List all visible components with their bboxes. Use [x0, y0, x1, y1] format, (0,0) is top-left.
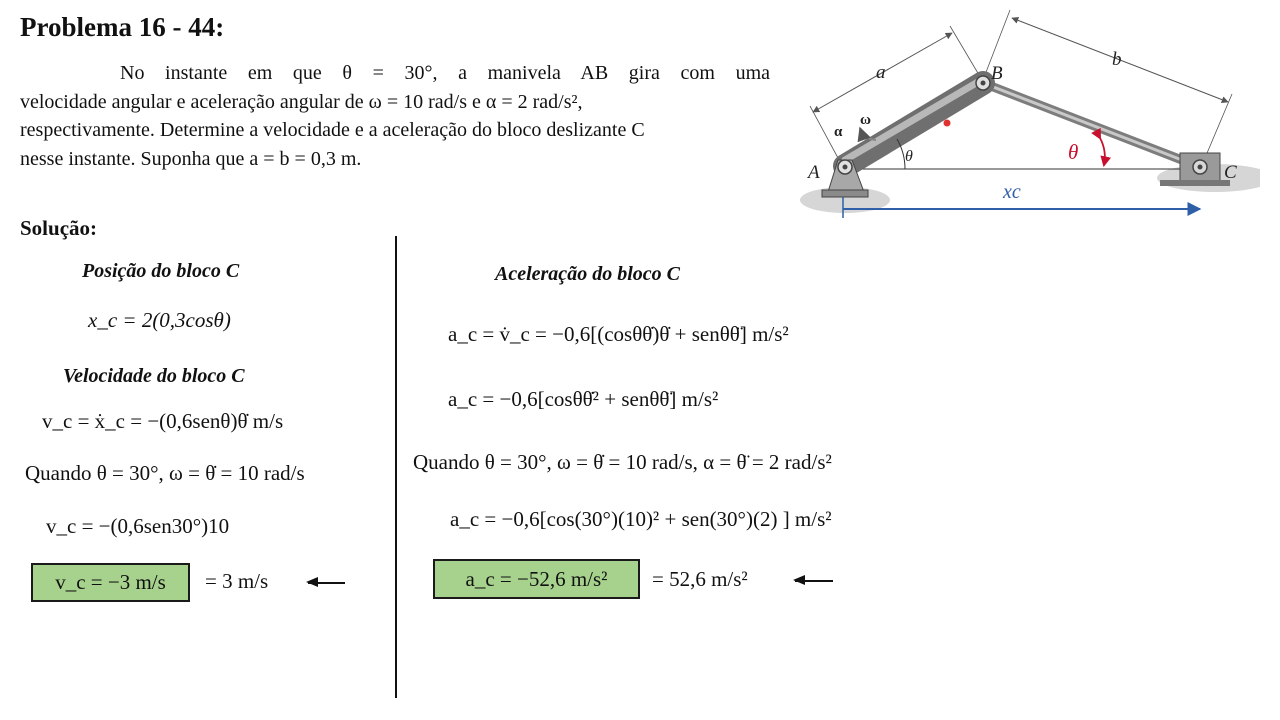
extension-line-a2 — [950, 26, 982, 80]
support-base-A — [822, 190, 868, 197]
acceleration-substitution: a_c = −0,6[cos(30°)(10)² + sen(30°)(2) ] m/s² — [450, 507, 832, 531]
acceleration-title: Aceleração do bloco C — [495, 263, 680, 285]
pointer-dot — [944, 120, 951, 127]
column-divider — [395, 236, 397, 698]
velocity-result-box: v_c = −3 m/s — [31, 563, 190, 602]
position-equation: x_c = 2(0,3cosθ) — [88, 308, 231, 332]
label-xc: xc — [1003, 181, 1021, 203]
acceleration-direction-arrow-icon — [795, 580, 833, 582]
label-omega: ω — [860, 112, 871, 128]
label-C: C — [1224, 162, 1237, 183]
acceleration-conditions: Quando θ = 30°, ω = θ̇ = 10 rad/s, α = θ̈ = 2 rad/s² — [413, 450, 832, 474]
velocity-title: Velocidade do bloco C — [63, 365, 245, 387]
acceleration-result-box: a_c = −52,6 m/s² — [433, 559, 640, 599]
velocity-substitution: v_c = −(0,6sen30°)10 — [46, 514, 230, 538]
acceleration-equation-1: a_c = v̇_c = −0,6[(cosθθ̇)θ̇ + senθθ̈] m/s² — [448, 322, 789, 346]
theta-arc-C — [1100, 138, 1105, 165]
problem-title: Problema 16 - 44: — [20, 12, 225, 42]
statement-line-4: nesse instante. Suponha que a = b = 0,3 m. — [20, 147, 362, 170]
problem-statement — [20, 59, 770, 173]
statement-line-3: respectivamente. Determine a velocidade e a aceleração do bloco deslizante C — [20, 119, 645, 141]
velocity-magnitude: = 3 m/s — [205, 569, 269, 593]
label-a: a — [876, 62, 886, 83]
label-B: B — [991, 63, 1003, 84]
link-BC-highlight — [983, 83, 1200, 167]
slider-guide — [1160, 180, 1230, 186]
statement-line-1: No instante em que θ = 30°, a manivela AB gira com uma — [120, 62, 770, 84]
position-title: Posição do bloco C — [82, 260, 240, 282]
label-A: A — [808, 162, 820, 183]
velocity-direction-arrow-icon — [308, 582, 345, 584]
pin-A-center — [843, 165, 848, 170]
statement-line-2: velocidade angular e aceleração angular de ω = 10 rad/s e α = 2 rad/s², — [20, 90, 583, 113]
slider-crank-figure — [790, 0, 1260, 230]
velocity-conditions: Quando θ = 30°, ω = θ̇ = 10 rad/s — [25, 461, 305, 485]
acceleration-equation-2: a_c = −0,6[cosθθ̇² + senθθ̈] m/s² — [448, 387, 719, 411]
pin-C-center — [1198, 165, 1203, 170]
label-alpha: α — [834, 124, 843, 140]
velocity-equation: v_c = ẋ_c = −(0,6senθ)θ̇ m/s — [42, 409, 284, 433]
acceleration-magnitude: = 52,6 m/s² — [652, 567, 748, 591]
label-b: b — [1112, 49, 1122, 70]
pin-B-center — [981, 81, 986, 86]
label-theta-C: θ — [1068, 140, 1079, 164]
solution-heading: Solução: — [20, 216, 98, 240]
label-theta-A: θ — [905, 148, 913, 165]
